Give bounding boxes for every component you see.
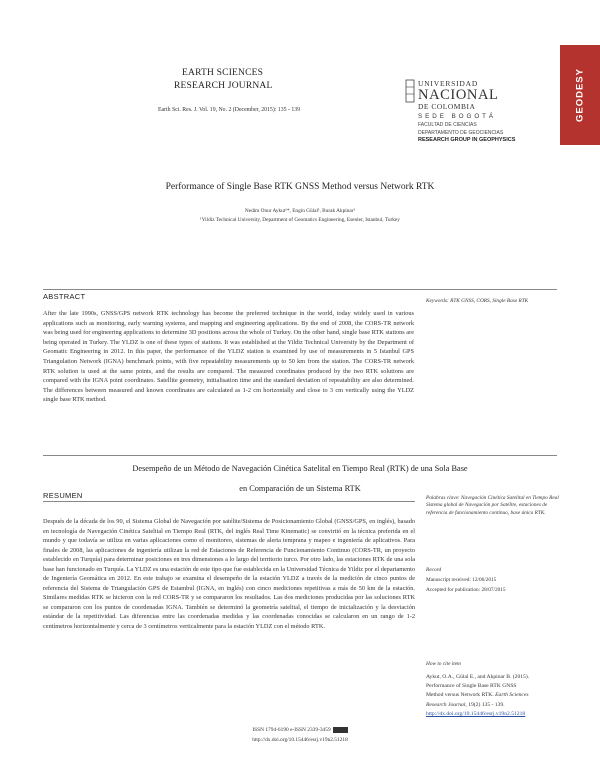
cite-line4-italic: Research Journal, [426, 701, 467, 708]
how-to-cite-body [426, 673, 561, 719]
logo-research-group: RESEARCH GROUP IN GEOPHYSICS [418, 137, 516, 143]
record-received: Manuscript received: 12/06/2015 [426, 577, 497, 583]
logo-sede: SEDE BOGOTÁ [418, 113, 497, 120]
logo-nacional: NACIONAL [418, 87, 499, 103]
cc-license-icon [333, 727, 348, 733]
journal-name-line2: RESEARCH JOURNAL [174, 81, 273, 91]
divider-resumen [43, 455, 557, 456]
record-accepted: Accepted for publication: 28/07/2015 [426, 587, 506, 593]
cite-line3-plain: Method versus Network RTK. [426, 692, 496, 699]
journal-name-line1: EARTH SCIENCES [182, 68, 264, 78]
keywords: Keywords: RTK GNSS, CORS, Single Base RTK [426, 298, 529, 304]
logo-faculty-line1: FACULTAD DE CIENCIAS [418, 122, 477, 128]
logo-de-colombia: DE COLOMBIA [418, 102, 476, 111]
spanish-title-line1: Desempeño de un Método de Navegación Cinética Satelital en Tiempo Real (RTK) de una Sola Base [132, 464, 468, 473]
abstract-heading: ABSTRACT [43, 292, 86, 301]
section-tab-label: GEODESY [574, 68, 586, 122]
crest-icon [405, 79, 415, 103]
section-tab [560, 45, 600, 145]
footer-doi[interactable]: http://dx.doi.org/10.15446/esrj.v19n2.51218 [252, 737, 348, 743]
divider-abstract [43, 289, 557, 290]
resumen-heading: RESUMEN [43, 491, 83, 500]
cite-line3-italic: Earth Sciences [495, 692, 529, 699]
footer-issn-text: ISSN 1794-6190 e-ISSN 2339-3459 [252, 727, 331, 734]
article-affiliation: ¹Yildiz Technical University, Department of Geomatics Engineering, Esenler, Istanbul, Turkey [200, 217, 400, 223]
divider-resumen-heading [43, 501, 415, 502]
footer-issn [0, 727, 600, 733]
cite-line2: Performance of Single Base RTK GNSS [426, 683, 517, 690]
article-title: Performance of Single Base RTK GNSS Method versus Network RTK [165, 182, 435, 192]
journal-citation: Earth Sci. Res. J. Vol. 19, No. 2 (December, 2015): 135 - 139 [158, 107, 301, 113]
university-logo [418, 79, 548, 164]
logo-university: UNIVERSIDAD [418, 79, 479, 88]
spanish-title-line2: en Comparación de un Sistema RTK [239, 484, 361, 493]
resumen-text: Después de la década de los 90, el Sistema Global de Navegación por satélite/Sistema de Posicionamiento Global (GNSS/GPS, en inglés), basado en tecnología de Navegación Cinética Satelital en Tiempo Real (RTK, del inglés Real Time Kinematic) se convirtió en la técnica preferida en el mundo y que todavía se utiliza en varias aplicaciones como el monitoreo, sistemas de alerta temprana y mapeo e ingeniería de aplicativos. Para finales de 2008, las aplicaciones de ingeniería utilizan la red de Estaciones de Referencia de Funcionamiento Continuo (CORS-TR, un proyecto establecido en Turquía) para determinar posiciones en tres dimensiones a lo largo del territorio turco. Por otro lado, las estaciones RTK de una sola base han funcionado en Turquía. La YLDZ es una estación de este tipo que fue establecida en la Universidad Técnica de Yildiz por el departamento de Ingeniería Geomática en 2012. En este trabajo se examina el desempeño de la estación YLDZ a través de la medición de cinco puntos de referencia del Sistema de Triangulación GPS de Estambul (IGNA, en inglés) con cinco mediciones repetitivas a más de 50 km de la estación. Similares medidas RTK se hicieron con la red CORS-TR y se compararon los resultados. Las dos mediciones producidas por las soluciones RTK se compararon con los puntos de coordenadas IGNA. También se determinó la geometría satelital, el tiempo de inicialización y la desviación estándar de la repetitividad. Las diferencias entre las coordenadas medidas y las coordenadas conocidas se calcularon en un rango de 1-2 centímetros horizontalmente y cerca de 3 centímetros verticalmente para la estación YLDZ con el método RTK. [43, 518, 415, 631]
cite-doi-link[interactable]: http://dx.doi.org/10.15446/esrj.v19n2.51218 [426, 710, 526, 717]
logo-faculty-line2: DEPARTAMENTO DE GEOCIENCIAS [418, 130, 504, 136]
cite-line4-plain: 19(2) 135 - 139. [466, 701, 505, 708]
palabras-clave: Palabras clave: Navegación Cinética Satelital en Tiempo Real Sistema global de Navegación por Satélite, estaciones de referencia de funcionamiento continuo, base única RTK. [426, 495, 559, 516]
abstract-text: After the late 1990s, GNSS/GPS network RTK technology has become the preferred technique in the world, today widely used in various applications such as monitoring, early warning systems, and mapping and engineering applications. By the end of 2008, the CORS-TR network was being used for engineering applications to determine 3D positions across the whole of Turkey. On the other hand, single base RTK stations are being operated in Turkey. The YLDZ is one of these types of stations. It was established at the Yildiz Technical University by the Department of Geomatic Engineering in 2012. In this paper, the performance of the YLDZ station is examined by use of measurements in 5 Istanbul GPS Triangulation Network (IGNA) benchmark points, with five repeatability measurements up to 50 km from the station. The CORS-TR network RTK solution is used at the same points, and the results are compared. The measured coordinates produced by the two RTK solutions are compared with the IGNA point coordinates. Satellite geometry, initialisation time and the standard deviation of repeatability are also determined. The differences between measured and known coordinates are calculated as 1-2 cm horizontally and close to 3 cm vertically using the YLDZ single base RTK method. [43, 310, 414, 404]
article-authors: Nedim Onur Aykut¹*, Engin Gülal¹, Burak Akpinar¹ [244, 208, 356, 214]
how-to-cite-heading: How to cite item [426, 661, 461, 667]
cite-line1: Aykut, O.A., Gülal E., and Akpinar B. (2015). [426, 674, 530, 680]
record-heading: Record [426, 567, 442, 573]
